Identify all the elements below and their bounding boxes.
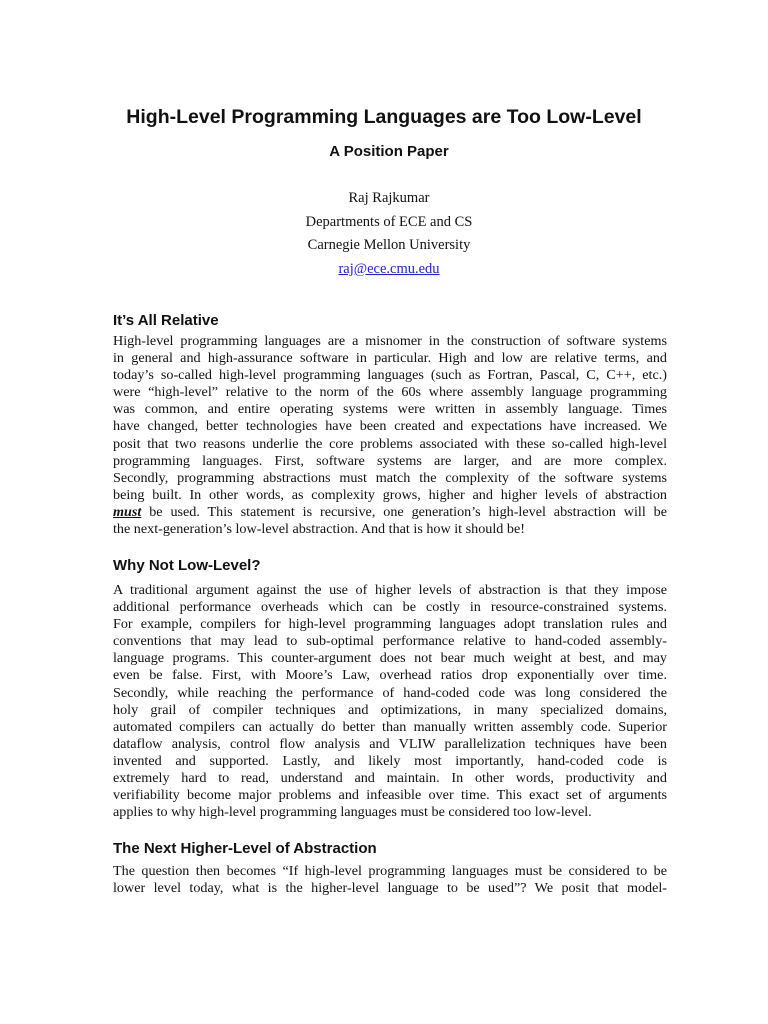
- paper-subtitle: A Position Paper: [329, 143, 449, 160]
- section-heading-its-all-relative: It’s All Relative: [113, 312, 219, 329]
- paragraph-line: was common, and entire operating systems were written in assembly language. Times: [113, 401, 667, 418]
- section-paragraph-next-higher-level: [113, 863, 667, 897]
- emphasized-word-must: must: [113, 503, 142, 520]
- paragraph-line: verifiability become major problems and infeasible over time. This exact set of arguments: [113, 787, 667, 804]
- paragraph-line: conventions that may lead to sub-optimal performance relative to hand-coded assembly-: [113, 633, 667, 650]
- author-name: Raj Rajkumar: [348, 190, 430, 206]
- paragraph-line: lower level today, what is the higher-level language to be used”? We posit that model-: [113, 880, 667, 897]
- paragraph-line: even be false. First, with Moore’s Law, overhead ratios drop exponentially over time.: [113, 667, 667, 684]
- author-affiliation-university: Carnegie Mellon University: [307, 237, 471, 254]
- paragraph-line: For example, compilers for high-level programming languages adopt translation rules and: [113, 616, 667, 633]
- paragraph-line: Secondly, while reaching the performance of hand-coded code was long considered the: [113, 684, 667, 701]
- paragraph-line: the next-generation’s low-level abstraction. And that is how it should be!: [113, 521, 525, 538]
- section-paragraph-why-not-low-level: [113, 582, 667, 821]
- paragraph-line: posit that two reasons underlie the core problems associated with these so-called high-level: [113, 435, 667, 452]
- paragraph-line: additional performance overheads which can be costly in resource-constrained systems.: [113, 599, 667, 616]
- emphasis-line-rest: be used. This statement is recursive, one generation’s high-level abstraction will be: [141, 503, 667, 520]
- paragraph-line: holy grail of compiler techniques and optimizations, in many specialized domains,: [113, 701, 667, 718]
- paragraph-line: extremely hard to read, understand and maintain. In other words, productivity and: [113, 770, 667, 787]
- paragraph-line: being built. In other words, as complexity grows, higher and higher levels of abstraction: [113, 486, 667, 503]
- section-paragraph-its-all-relative: [113, 333, 667, 538]
- author-affiliation-departments: Departments of ECE and CS: [305, 213, 473, 230]
- paragraph-line: applies to why high-level programming languages must be considered too low-level.: [113, 804, 592, 821]
- paragraph-line: in general and high-assurance software in particular. High and low are relative terms, and: [113, 350, 667, 367]
- paragraph-line: High-level programming languages are a misnomer in the construction of software systems: [113, 333, 667, 349]
- paragraph-line: were “high-level” relative to the norm of the 60s where assembly language programming: [113, 384, 667, 401]
- paragraph-line: The question then becomes “If high-level programming languages must be considered to be: [113, 863, 667, 879]
- paper-title: High-Level Programming Languages are Too Low-Level: [126, 106, 642, 128]
- paragraph-line: have changed, better technologies have been created and expectations have increased. We: [113, 418, 667, 435]
- author-block: [0, 187, 768, 281]
- paragraph-line: today’s so-called high-level programming languages (such as Fortran, Pascal, C, C++, etc.): [113, 367, 667, 384]
- author-email-link[interactable]: raj@ece.cmu.edu: [338, 260, 440, 277]
- section-heading-why-not-low-level: Why Not Low-Level?: [113, 557, 261, 574]
- section-heading-next-higher-level: The Next Higher-Level of Abstraction: [113, 840, 377, 857]
- paragraph-line: A traditional argument against the use of higher levels of abstraction is that they impose: [113, 582, 667, 598]
- paragraph-line: Secondly, programming abstractions must match the complexity of the software systems: [113, 469, 667, 486]
- paragraph-line: invented and supported. Lastly, and likely most importantly, hand-coded code is: [113, 752, 667, 769]
- paragraph-line: automated compilers can actually do better than manually written assembly code. Superior: [113, 718, 667, 735]
- paragraph-line: language programs. This counter-argument does not bear much weight at best, and may: [113, 650, 667, 667]
- paragraph-line: dataflow analysis, control flow analysis and VLIW parallelization techniques have been: [113, 735, 667, 752]
- paragraph-line-emphasis: [113, 504, 667, 521]
- paragraph-line: programming languages. First, software systems are larger, and are more complex.: [113, 452, 667, 469]
